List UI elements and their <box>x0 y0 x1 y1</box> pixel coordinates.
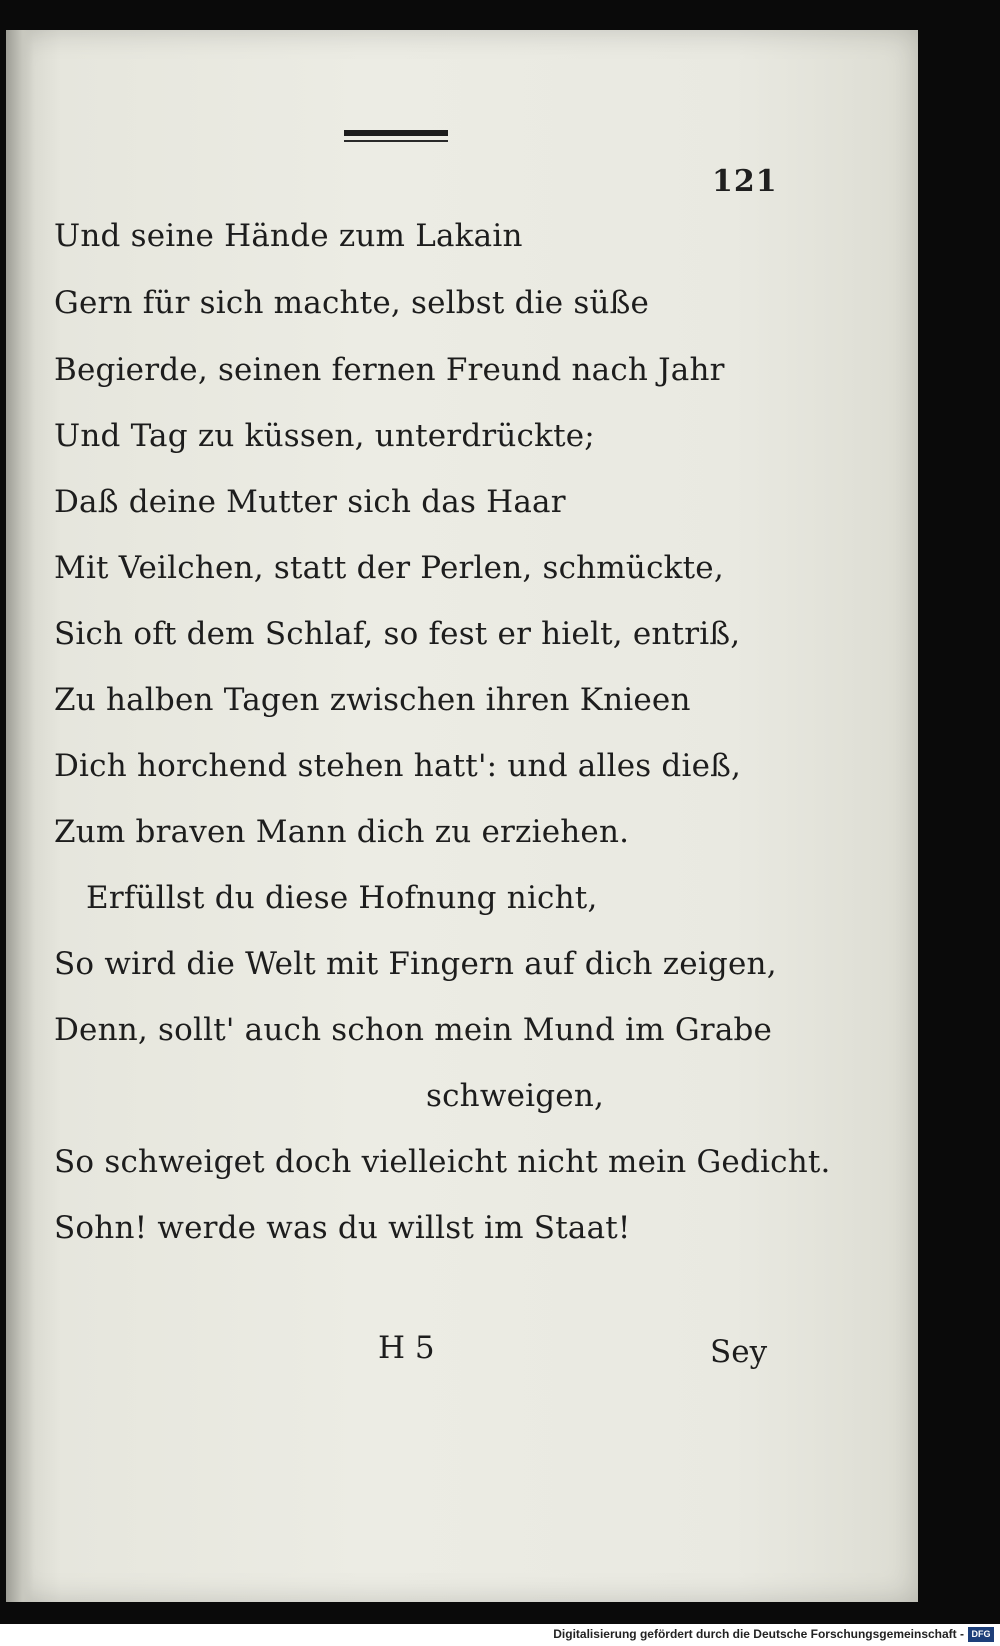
book-page <box>6 30 918 1602</box>
ornament-thick-bar <box>344 130 448 136</box>
credit-text: Digitalisierung gefördert durch die Deutsche Forschungsgemeinschaft - <box>553 1627 964 1641</box>
poem-line: Sohn! werde was du willst im Staat! <box>54 1210 631 1246</box>
poem-line: So schweiget doch vielleicht nicht mein Gedicht. <box>54 1144 831 1180</box>
poem-line: Denn, sollt' auch schon mein Mund im Grabe <box>54 1012 773 1048</box>
poem-line: Dich horchend stehen hatt': und alles dieß, <box>54 748 742 784</box>
poem-line: Mit Veilchen, statt der Perlen, schmückte, <box>54 550 724 586</box>
dfg-logo-icon: DFG <box>968 1627 994 1642</box>
page-number: 121 <box>712 164 778 199</box>
page-gutter-shadow <box>6 30 34 1602</box>
poem-line-runover: schweigen, <box>426 1078 605 1114</box>
poem-line: Begierde, seinen fernen Freund nach Jahr <box>54 352 725 388</box>
catchword: Sey <box>710 1334 768 1370</box>
poem-line: Daß deine Mutter sich das Haar <box>54 484 566 520</box>
poem-line-indented: Erfüllst du diese Hofnung nicht, <box>86 880 598 916</box>
poem-line: Zum braven Mann dich zu erziehen. <box>54 814 630 850</box>
ornament-thin-bar <box>344 140 448 142</box>
poem-line: Zu halben Tagen zwischen ihren Knieen <box>54 682 691 718</box>
poem-line: Sich oft dem Schlaf, so fest er hielt, entriß, <box>54 616 741 652</box>
header-ornament-rule <box>344 130 448 148</box>
digitization-credit-bar <box>0 1624 1000 1646</box>
poem-line: Gern für sich machte, selbst die süße <box>54 285 650 321</box>
poem-line: Und Tag zu küssen, unterdrückte; <box>54 418 595 454</box>
poem-line: So wird die Welt mit Fingern auf dich zeigen, <box>54 946 777 982</box>
poem-line: Und seine Hände zum Lakain <box>54 218 523 254</box>
signature-mark: H 5 <box>378 1330 435 1366</box>
